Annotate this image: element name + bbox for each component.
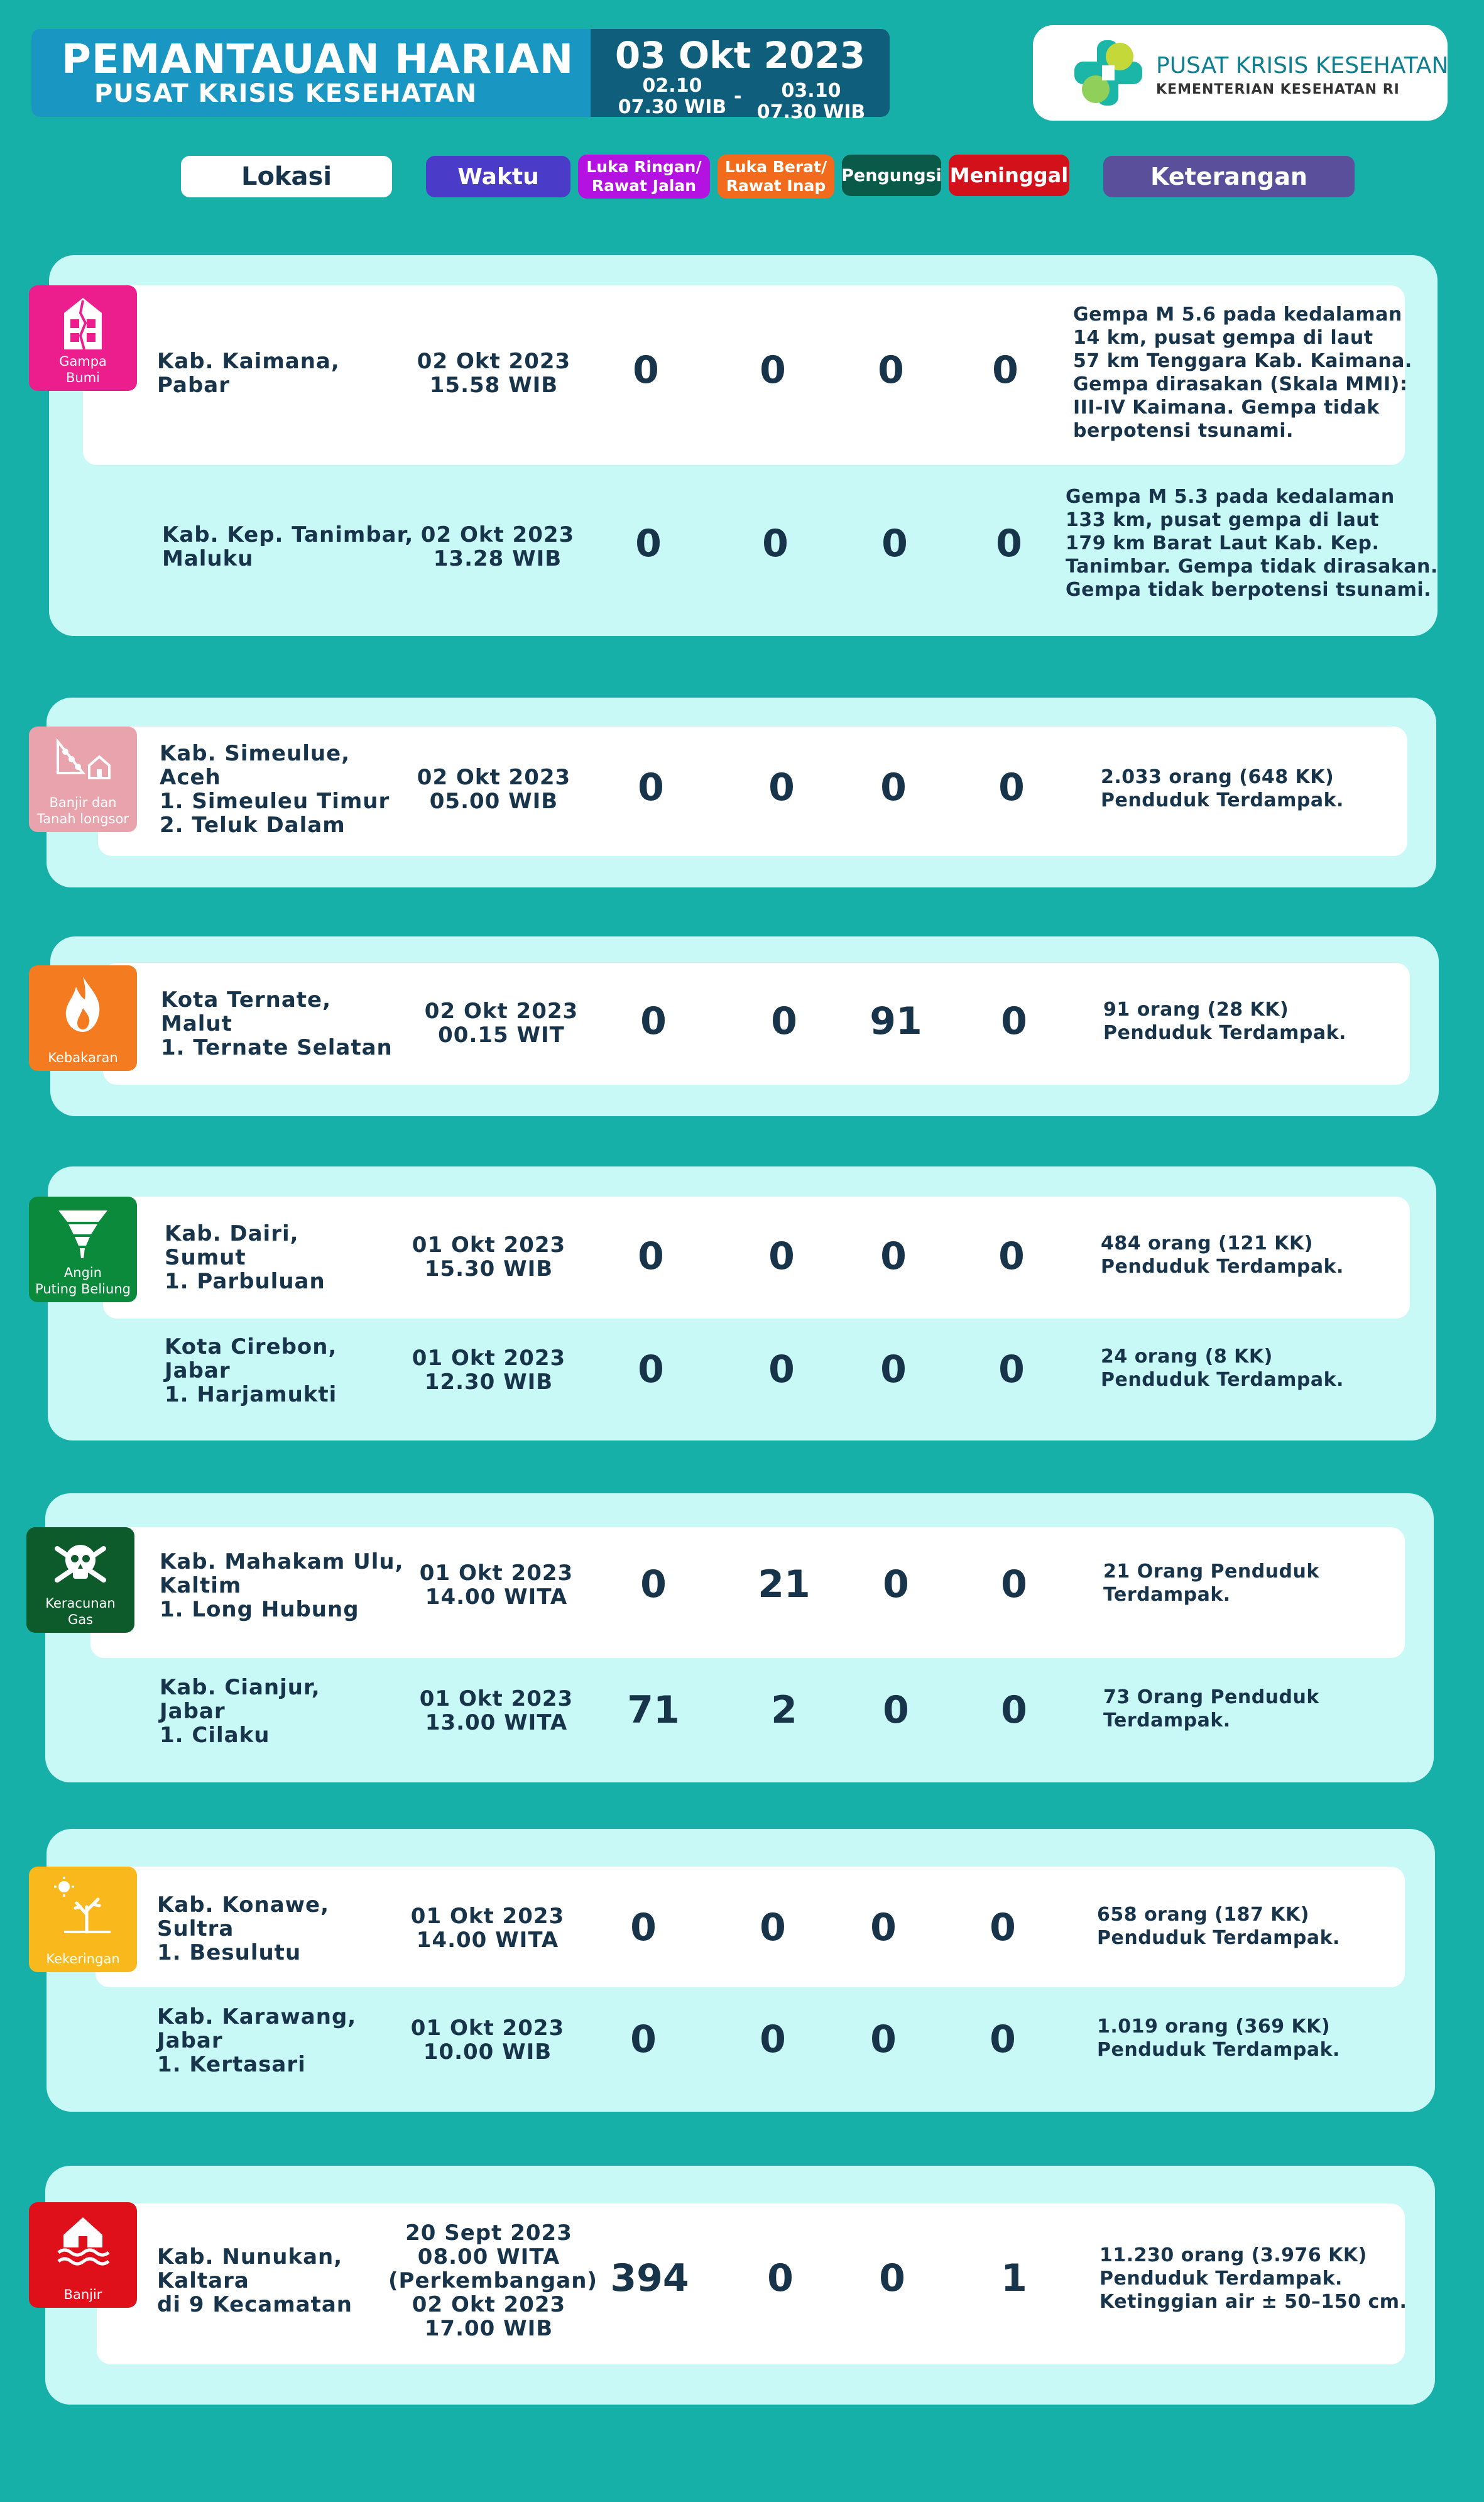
event-location: Kab. Karawang, Jabar 1. Kertasari <box>157 2004 357 2077</box>
count-meninggal: 0 <box>1001 1688 1027 1732</box>
category-kekeringan <box>29 1867 137 1972</box>
event-note: 91 orang (28 KK) Penduduk Terdampak. <box>1103 999 1346 1044</box>
count-luka-berat: 21 <box>758 1562 810 1606</box>
count-luka-berat: 0 <box>760 1906 786 1950</box>
event-time: 01 Okt 2023 10.00 WIB <box>410 2016 565 2065</box>
event-time: 02 Okt 2023 13.28 WIB <box>420 522 575 571</box>
count-luka-berat: 0 <box>760 348 786 392</box>
ministry-logo <box>1033 25 1448 121</box>
legend-keterangan: Keterangan <box>1103 156 1355 197</box>
count-luka-berat: 0 <box>768 1234 795 1278</box>
event-note: 658 orang (187 KK) Penduduk Terdampak. <box>1097 1904 1340 1949</box>
category-banjir-longsor <box>29 727 137 832</box>
skull-icon <box>52 1536 109 1593</box>
category-angin-puting-beliung <box>29 1197 137 1302</box>
event-time: 20 Sept 2023 08.00 WITA (Perkembangan) 02 Okt 2023 17.00 WIB <box>388 2220 597 2341</box>
count-pengungsi: 91 <box>870 999 922 1043</box>
count-luka-ringan: 71 <box>627 1688 680 1732</box>
event-note: 1.019 orang (369 KK) Penduduk Terdampak. <box>1097 2016 1340 2061</box>
event-note: Gempa M 5.3 pada kedalaman 133 km, pusat gempa di laut 179 km Barat Laut Kab. Kep. Tanimbar. Gempa tidak dirasakan. Gempa tidak berpotensi tsunami. <box>1066 486 1438 601</box>
event-location: Kab. Mahakam Ulu, Kaltim 1. Long Hubung <box>160 1549 404 1622</box>
count-luka-berat: 0 <box>768 765 795 809</box>
event-note: 24 orang (8 KK) Penduduk Terdampak. <box>1101 1346 1344 1391</box>
building-cracked-icon <box>58 294 108 351</box>
event-note: 484 orang (121 KK) Penduduk Terdampak. <box>1101 1232 1344 1278</box>
event-note: 73 Orang Penduduk Terdampak. <box>1103 1686 1319 1731</box>
count-luka-ringan: 0 <box>630 1906 657 1950</box>
category-label: Banjir dan Tanah longsor <box>36 795 129 826</box>
event-note: 21 Orang Penduduk Terdampak. <box>1103 1561 1319 1606</box>
event-time: 01 Okt 2023 15.30 WIB <box>412 1232 566 1281</box>
count-pengungsi: 0 <box>870 2017 897 2061</box>
count-pengungsi: 0 <box>878 348 904 392</box>
logo-subtitle: KEMENTERIAN KESEHATAN RI <box>1156 82 1400 97</box>
flood-house-icon <box>55 2211 111 2269</box>
event-note: 11.230 orang (3.976 KK) Penduduk Terdampak. Ketinggian air ± 50–150 cm. <box>1099 2244 1407 2313</box>
count-luka-berat: 0 <box>768 1347 795 1391</box>
count-luka-ringan: 0 <box>638 1234 664 1278</box>
count-meninggal: 0 <box>998 1347 1025 1391</box>
count-pengungsi: 0 <box>879 2256 905 2300</box>
count-luka-berat: 0 <box>771 999 797 1043</box>
count-luka-ringan: 394 <box>610 2256 689 2300</box>
page-subtitle: PUSAT KRISIS KESEHATAN <box>94 79 477 108</box>
range-separator: - <box>734 85 742 107</box>
event-location: Kab. Kep. Tanimbar, Maluku <box>162 522 414 571</box>
count-meninggal: 0 <box>1001 1562 1027 1606</box>
range-end <box>751 80 871 123</box>
event-location: Kab. Dairi, Sumut 1. Parbuluan <box>165 1221 325 1294</box>
fire-icon <box>61 974 105 1034</box>
count-luka-ringan: 0 <box>640 1562 667 1606</box>
count-meninggal: 1 <box>1001 2256 1027 2300</box>
range-start <box>616 75 729 118</box>
event-time: 01 Okt 2023 14.00 WITA <box>410 1904 565 1953</box>
header-title-block <box>31 29 591 117</box>
category-gempa-bumi <box>29 285 137 391</box>
legend-luka-ringan: Luka Ringan/ Rawat Jalan <box>578 155 710 199</box>
count-luka-berat: 2 <box>771 1688 797 1732</box>
health-cross-logo-icon <box>1071 38 1146 108</box>
tornado-icon <box>55 1205 111 1262</box>
event-location: Kab. Simeulue, Aceh 1. Simeuleu Timur 2. Teluk Dalam <box>160 741 390 838</box>
count-luka-ringan: 0 <box>635 522 662 566</box>
event-time: 02 Okt 2023 15.58 WIB <box>417 349 571 398</box>
count-pengungsi: 0 <box>880 765 907 809</box>
count-luka-berat: 0 <box>760 2017 786 2061</box>
report-date: 03 Okt 2023 <box>614 34 866 77</box>
count-meninggal: 0 <box>990 1906 1016 1950</box>
category-label: Kekeringan <box>46 1951 120 1967</box>
category-banjir <box>29 2202 137 2308</box>
count-pengungsi: 0 <box>883 1688 909 1732</box>
count-luka-ringan: 0 <box>638 1347 664 1391</box>
count-meninggal: 0 <box>1001 999 1027 1043</box>
count-pengungsi: 0 <box>881 522 908 566</box>
count-pengungsi: 0 <box>870 1906 897 1950</box>
landslide-icon <box>52 735 114 786</box>
event-location: Kab. Konawe, Sultra 1. Besulutu <box>157 1892 330 1965</box>
count-meninggal: 0 <box>996 522 1022 566</box>
legend-waktu: Waktu <box>426 156 570 197</box>
range-start-time: 07.30 WIB <box>618 96 727 118</box>
legend-meninggal: Meninggal <box>949 155 1069 196</box>
legend-pengungsi: Pengungsi <box>842 155 941 196</box>
count-luka-ringan: 0 <box>630 2017 657 2061</box>
drought-icon <box>52 1875 114 1936</box>
category-label: Kebakaran <box>48 1050 118 1065</box>
logo-title: PUSAT KRISIS KESEHATAN <box>1156 53 1449 79</box>
event-time: 02 Okt 2023 05.00 WIB <box>417 765 571 814</box>
event-time: 01 Okt 2023 13.00 WITA <box>419 1686 574 1735</box>
category-kebakaran <box>29 965 137 1071</box>
category-label: Banjir <box>63 2287 102 2302</box>
count-luka-berat: 0 <box>767 2256 794 2300</box>
count-meninggal: 0 <box>992 348 1018 392</box>
event-location: Kab. Kaimana, Pabar <box>157 349 340 398</box>
count-pengungsi: 0 <box>880 1234 907 1278</box>
event-location: Kab. Cianjur, Jabar 1. Cilaku <box>160 1675 320 1748</box>
count-luka-ringan: 0 <box>633 348 659 392</box>
count-meninggal: 0 <box>990 2017 1016 2061</box>
range-end-time: 07.30 WIB <box>756 101 866 123</box>
count-pengungsi: 0 <box>880 1347 907 1391</box>
header-date-block <box>591 29 890 123</box>
page-title: PEMANTAUAN HARIAN <box>62 36 574 83</box>
event-note: Gempa M 5.6 pada kedalaman 14 km, pusat gempa di laut 57 km Tenggara Kab. Kaimana. Gempa dirasakan (Skala MMI): III-IV Kaimana. Gempa tidak berpotensi tsunami. <box>1073 304 1412 442</box>
event-location: Kota Ternate, Malut 1. Ternate Selatan <box>161 987 393 1060</box>
range-end-day: 03.10 <box>781 80 841 102</box>
legend-luka-berat: Luka Berat/ Rawat Inap <box>717 155 834 199</box>
category-label: Gampa Bumi <box>59 354 107 385</box>
event-time: 02 Okt 2023 00.15 WIT <box>424 999 579 1048</box>
event-time: 01 Okt 2023 12.30 WIB <box>412 1346 566 1395</box>
category-label: Angin Puting Beliung <box>35 1265 131 1297</box>
count-luka-ringan: 0 <box>638 765 664 809</box>
count-meninggal: 0 <box>998 1234 1025 1278</box>
event-location: Kab. Nunukan, Kaltara di 9 Kecamatan <box>157 2244 353 2317</box>
event-note: 2.033 orang (648 KK) Penduduk Terdampak. <box>1101 766 1344 811</box>
count-pengungsi: 0 <box>883 1562 909 1606</box>
event-time: 01 Okt 2023 14.00 WITA <box>419 1561 574 1610</box>
count-meninggal: 0 <box>998 765 1025 809</box>
range-start-day: 02.10 <box>642 75 702 97</box>
category-keracunan-gas <box>26 1527 134 1633</box>
legend-lokasi: Lokasi <box>181 156 392 197</box>
count-luka-ringan: 0 <box>640 999 667 1043</box>
category-label: Keracunan Gas <box>45 1596 116 1627</box>
count-luka-berat: 0 <box>762 522 788 566</box>
event-location: Kota Cirebon, Jabar 1. Harjamukti <box>165 1334 337 1407</box>
